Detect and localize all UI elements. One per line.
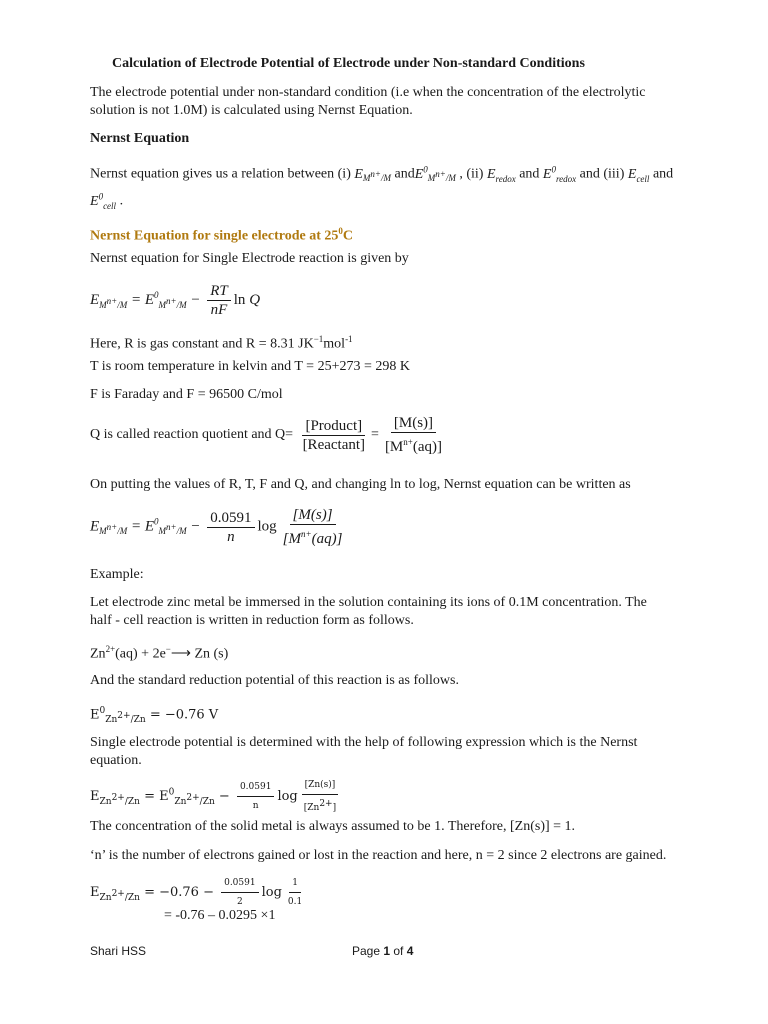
intro-paragraph: The electrode potential under non-standard condition (i.e when the concentration of the electrolytic solution is not 1.0M) is calculated using Nernst Equation. bbox=[90, 85, 646, 118]
single-given-line: Nernst equation for Single Electrode reaction is given by bbox=[90, 251, 409, 266]
relation-ii: , (ii) bbox=[459, 166, 484, 182]
nernst-equation-general: $E_{M^{n+}/M} = E^0_{M^{n+}/M}$ − $\frac{RT}{nF}$ ln Q bbox=[90, 283, 261, 318]
relation-term-e-cell: $E_{cell}$ bbox=[627, 166, 650, 184]
single-heading-text: Nernst Equation for single electrode at 25 bbox=[90, 228, 339, 244]
std-potential-value: $E^0_{Zn^{2+}/Zn} = -0.76$ V bbox=[90, 706, 219, 725]
footer-page-total: 4 bbox=[406, 944, 414, 958]
relation-term-e0-mn: $E^0_{M^{n+}/M}$ bbox=[414, 164, 456, 184]
relation-paragraph: Nernst equation gives us a relation between (i) $E_{M^{n+}/M}$ andE$^0_{M^{n+}/M}$ , (ii) $E_{redox}$ and $E^0_{redox}$ and (iii) $E_{cell}$ and $E^0_{cell}$ . bbox=[90, 164, 674, 211]
n-line: ‘n’ is the number of electrons gained or lost in the reaction and here, n = 2 since 2 electrons are gained. bbox=[90, 848, 667, 863]
relation-and-2: and bbox=[519, 166, 540, 182]
page-title: Calculation of Electrode Potential of Electrode under Non-standard Conditions bbox=[112, 56, 585, 71]
footer-left: Shari HSS bbox=[90, 944, 147, 958]
half-cell-reaction: $Zn^{2+}(aq)$ + 2e−⟶ Zn (s) bbox=[90, 644, 229, 662]
std-value-text: = −0.76 V bbox=[149, 707, 219, 723]
relation-term-e-redox: $E_{redox}$ bbox=[486, 166, 516, 184]
r-line-text: Here, R is gas constant and R = 8.31 JK bbox=[90, 336, 314, 352]
nernst-heading: Nernst Equation bbox=[90, 131, 190, 146]
calculation-line: = -0.76 – 0.0295 ×1 bbox=[164, 908, 276, 923]
q-line-text: Q is called reaction quotient and Q= bbox=[90, 427, 294, 443]
relation-and-1: and bbox=[394, 166, 415, 182]
example-label: Example: bbox=[90, 567, 144, 582]
relation-term-e0-redox: $E^0_{redox}$ bbox=[542, 164, 577, 184]
putting-line: On putting the values of R, T, F and Q, and changing ln to log, Nernst equation can be written as bbox=[90, 477, 631, 492]
relation-prefix: Nernst equation gives us a relation between (i) bbox=[90, 166, 351, 182]
footer-page-current: 1 bbox=[383, 944, 391, 958]
single-electrode-heading bbox=[90, 222, 650, 246]
zn-calculation-equation: $E_{Zn^{2+}/Zn} = -0.76$ − $\frac{0.0591}{2}$ log $\frac{1}{0.1}$ bbox=[90, 874, 650, 911]
footer-page-number bbox=[352, 944, 413, 958]
q-line: Q is called reaction quotient and Q= $\frac{\text{[Product]}}{\text{[Reactant]}}$ = $\frac{[M(s)]}{[M^{n+}(aq)]}$ bbox=[90, 415, 443, 455]
nernst-equation-log: $E_{M^{n+}/M} = E^0_{M^{n+}/M}$ − $\frac{0.0591}{n}$ log $\frac{[M(s)]}{[M^{n+}(aq)]}$ bbox=[90, 507, 343, 547]
r-line: Here, R is gas constant and R = 8.31 $JK^{-1}mol^{-1}$ bbox=[90, 334, 353, 352]
zn-nernst-equation: $E_{Zn^{2+}/Zn} = E^0_{Zn^{2+}/Zn}$ − $\frac{0.0591}{n}$ log $\frac{[Zn(s)]}{[Zn^{2+}]}$ bbox=[90, 776, 650, 817]
relation-term-e0-cell: $E^0_{cell}$ bbox=[90, 191, 117, 211]
footer-page-prefix: Page bbox=[352, 944, 384, 958]
single-heading-degree: 0 bbox=[338, 226, 343, 236]
relation-term-e-mn: $E_{M^{n+}/M}$ bbox=[354, 166, 391, 184]
single-heading-unit: C bbox=[342, 228, 353, 244]
footer-page-of: of bbox=[390, 944, 407, 958]
relation-iii: and (iii) bbox=[579, 166, 625, 182]
f-line: F is Faraday and F = 96500 C/mol bbox=[90, 387, 283, 402]
single-electrode-determination: Single electrode potential is determined with the help of following expression which is the Nernst equation. bbox=[90, 735, 638, 768]
concentration-line: The concentration of the solid metal is always assumed to be 1. Therefore, [Zn(s)] = 1. bbox=[90, 819, 576, 834]
t-line: T is room temperature in kelvin and T = 25+273 = 298 K bbox=[90, 359, 410, 374]
std-potential-line: And the standard reduction potential of this reaction is as follows. bbox=[90, 673, 459, 688]
relation-and-3: and bbox=[652, 166, 674, 182]
example-paragraph: Let electrode zinc metal be immersed in the solution containing its ions of 0.1M concentration. The half - cell reaction is written in reduction form as follows. bbox=[90, 595, 647, 628]
